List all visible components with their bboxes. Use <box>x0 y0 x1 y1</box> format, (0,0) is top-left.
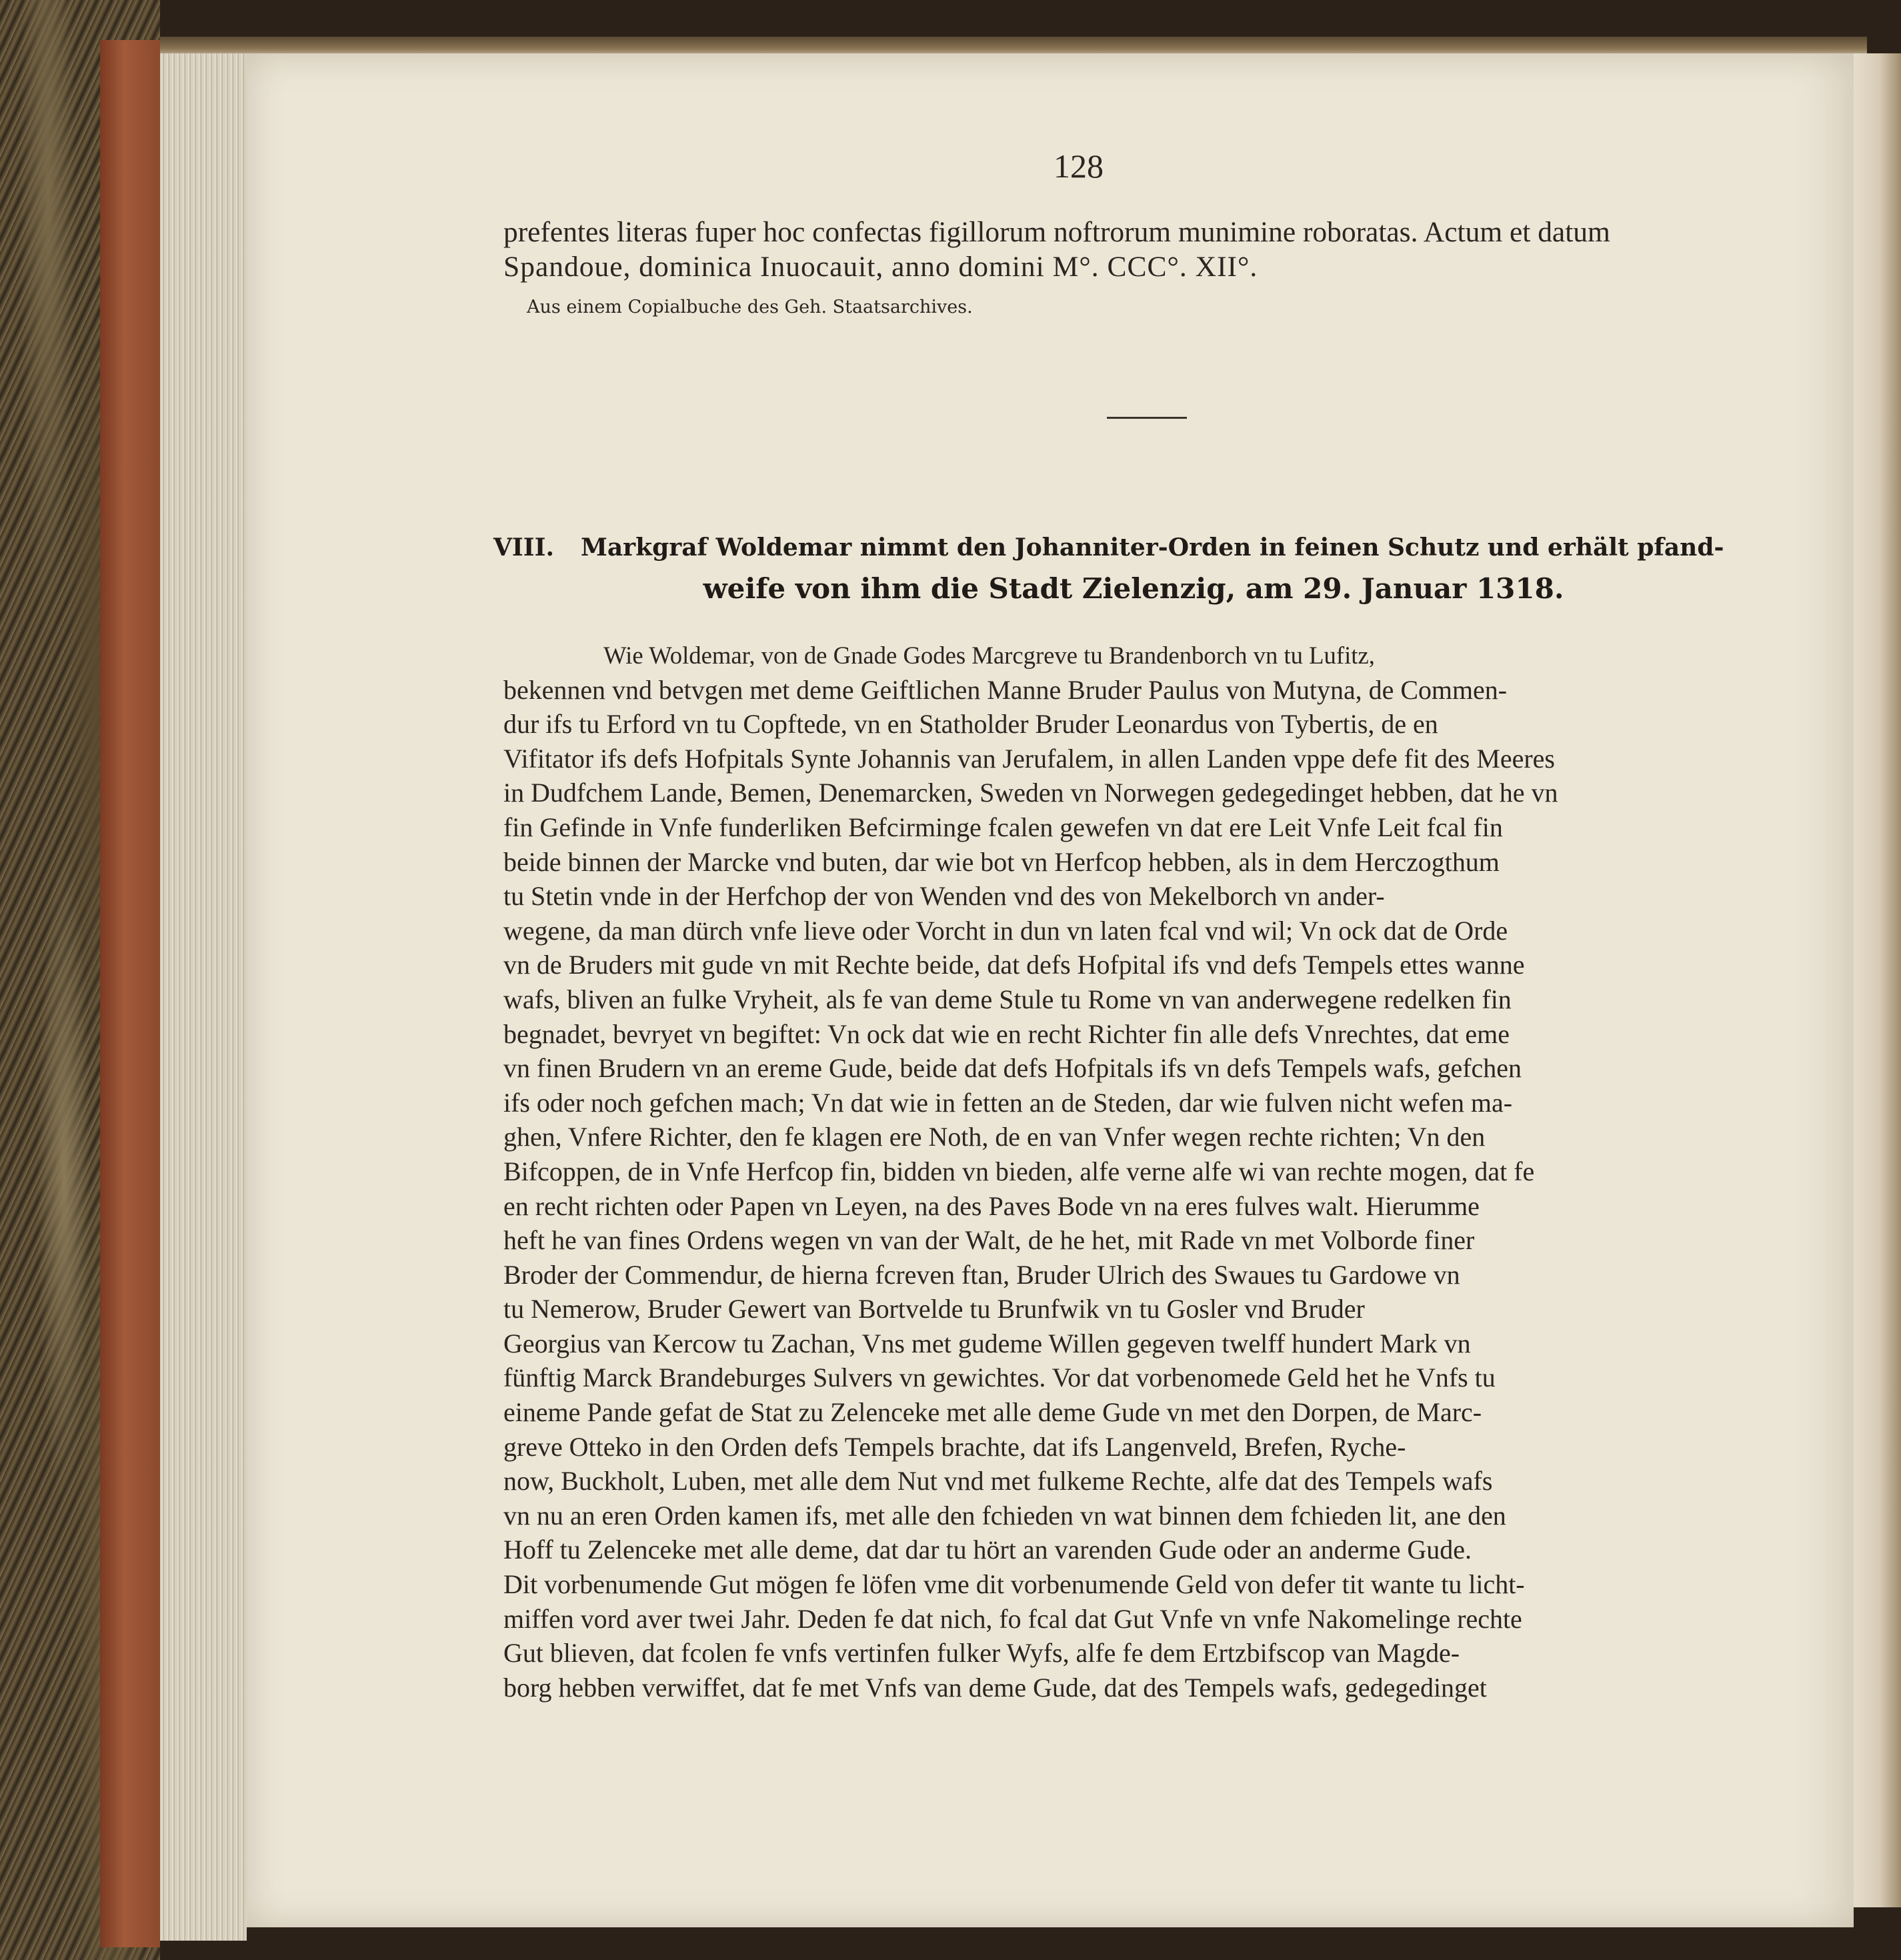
body-text-line: Gut blieven, dat fcolen fe vnfs vertinfen fulker Wyfs, alfe fe dem Ertzbifscop van Magde- <box>503 1638 1460 1669</box>
body-text-line: fin Gefinde in Vnfe funderliken Befcirminge fcalen gewefen vn dat ere Leit Vnfe Leit fcal fin <box>503 812 1503 842</box>
heading-line-2: weife von ihm die Stadt Zielenzig, am 29. Januar 1318. <box>703 572 1564 605</box>
top-text-line: prefentes literas fuper hoc confectas figillorum noftrorum munimine roboratas. Actum et datum <box>503 216 1610 248</box>
body-text-line: in Dudfchem Lande, Bemen, Denemarcken, Sweden vn Norwegen gedegedinget hebben, dat he vn <box>503 778 1558 808</box>
body-text-line: greve Otteko in den Orden defs Tempels brachte, dat ifs Langenveld, Brefen, Ryche- <box>503 1431 1406 1462</box>
heading-text: Markgraf Woldemar nimmt den Johanniter-Orden in feinen Schutz und erhält pfand- <box>580 534 1724 562</box>
body-text-line: Dit vorbenumende Gut mögen fe löfen vme dit vorbenumende Geld von defer tit wante tu licht- <box>503 1569 1525 1600</box>
page-edges <box>160 53 247 1941</box>
body-text-line: vn finen Brudern vn an ereme Gude, beide dat defs Hofpitals ifs vn defs Tempels wafs, gefchen <box>503 1053 1522 1084</box>
body-text-line: vn nu an eren Orden kamen ifs, met alle den fchieden vn wat binnen dem fchieden lit, ane den <box>503 1500 1506 1531</box>
document-heading <box>493 527 1724 610</box>
body-text-line: beide binnen der Marcke vnd buten, dar wie bot vn Herfcop hebben, als in dem Herczogthum <box>503 846 1500 877</box>
body-text-line: heft he van fines Ordens wegen vn van der Walt, de he het, mit Rade vn met Volborde finer <box>503 1225 1475 1256</box>
body-text-line: dur ifs tu Erford vn tu Copftede, vn en Statholder Bruder Leonardus von Tybertis, de en <box>503 709 1438 740</box>
body-text-line: en recht richten oder Papen vn Leyen, na des Paves Bode vn na eres fulves walt. Hierumme <box>503 1190 1480 1221</box>
top-text-block <box>503 215 1724 284</box>
body-text-line: now, Buckholt, Luben, met alle dem Nut vnd met fulkeme Rechte, alfe dat des Tempels wafs <box>503 1466 1493 1497</box>
body-text-line: fünftig Marck Brandeburges Sulvers vn gewichtes. Vor dat vorbenomede Geld het he Vnfs tu <box>503 1362 1496 1393</box>
body-text-line: tu Stetin vnde in der Herfchop der von Wenden vnd des von Mekelborch vn ander- <box>503 881 1385 912</box>
leather-spine <box>100 40 160 1947</box>
heading-line-1 <box>493 527 1724 568</box>
body-text-line: wegene, da man dürch vnfe lieve oder Vorcht in dun vn laten fcal vnd wil; Vn ock dat de Orde <box>503 915 1508 946</box>
charter-body-text <box>503 638 1724 1705</box>
body-text-line: Vifitator ifs defs Hofpitals Synte Johannis van Jerufalem, in allen Landen vppe defe fit des Meeres <box>503 743 1555 774</box>
body-text-line: Bifcoppen, de in Vnfe Herfcop fin, bidden vn bieden, alfe verne alfe wi van rechte mogen, dat fe <box>503 1156 1535 1186</box>
body-text-line: bekennen vnd betvgen met deme Geiftlichen Manne Bruder Paulus von Mutyna, de Commen- <box>503 674 1508 705</box>
top-text-line: Spandoue, dominica Inuocauit, anno domini M°. CCC°. XII°. <box>503 251 1258 283</box>
body-text-line: borg hebben verwiffet, dat fe met Vnfs van deme Gude, dat des Tempels wafs, gedegedinget <box>503 1672 1487 1703</box>
body-text-line: vn de Bruders mit gude vn mit Rechte beide, dat defs Hofpital ifs vnd defs Tempels ettes wanne <box>503 950 1525 980</box>
body-text-line: Broder der Commendur, de hierna fcreven ftan, Bruder Ulrich des Swaues tu Gardowe vn <box>503 1259 1460 1290</box>
body-text-line: Hoff tu Zelenceke met alle deme, dat dar tu hört an varenden Gude oder an anderme Gude. <box>503 1535 1472 1565</box>
body-text-line: miffen vord aver twei Jahr. Deden fe dat nich, fo fcal dat Gut Vnfe vn vnfe Nakomelinge rechte <box>503 1603 1522 1634</box>
body-text-line: ifs oder noch gefchen mach; Vn dat wie in fetten an de Steden, dar wie fulven nicht wefen ma- <box>503 1087 1513 1118</box>
body-text-line: Georgius van Kercow tu Zachan, Vns met gudeme Willen gegeven twelff hundert Mark vn <box>503 1328 1471 1358</box>
body-text-line: eineme Pande gefat de Stat zu Zelenceke met alle deme Gude vn met den Dorpen, de Marc- <box>503 1397 1482 1428</box>
heading-number: VIII. <box>493 534 554 562</box>
facing-page-edge <box>1847 53 1901 1907</box>
body-text-line: Wie Woldemar, von de Gnade Godes Marcgreve tu Brandenborch vn tu Lufitz, <box>603 642 1375 669</box>
section-divider <box>1107 417 1187 419</box>
page-number: 128 <box>1054 147 1104 185</box>
body-text-line: begnadet, bevryet vn begiftet: Vn ock dat wie en recht Richter fin alle defs Vnrechtes, dat eme <box>503 1018 1510 1049</box>
body-text-line: wafs, bliven an fulke Vryheit, als fe van deme Stule tu Rome vn van anderwegene redelken fin <box>503 984 1512 1014</box>
body-text-line: ghen, Vnfere Richter, den fe klagen ere Noth, de en van Vnfer wegen rechte richten; Vn den <box>503 1122 1486 1152</box>
source-note: Aus einem Copialbuche des Geh. Staatsarchives. <box>527 297 973 317</box>
body-text-line: tu Nemerow, Bruder Gewert van Bortvelde tu Brunfwik vn tu Gosler vnd Bruder <box>503 1294 1365 1324</box>
